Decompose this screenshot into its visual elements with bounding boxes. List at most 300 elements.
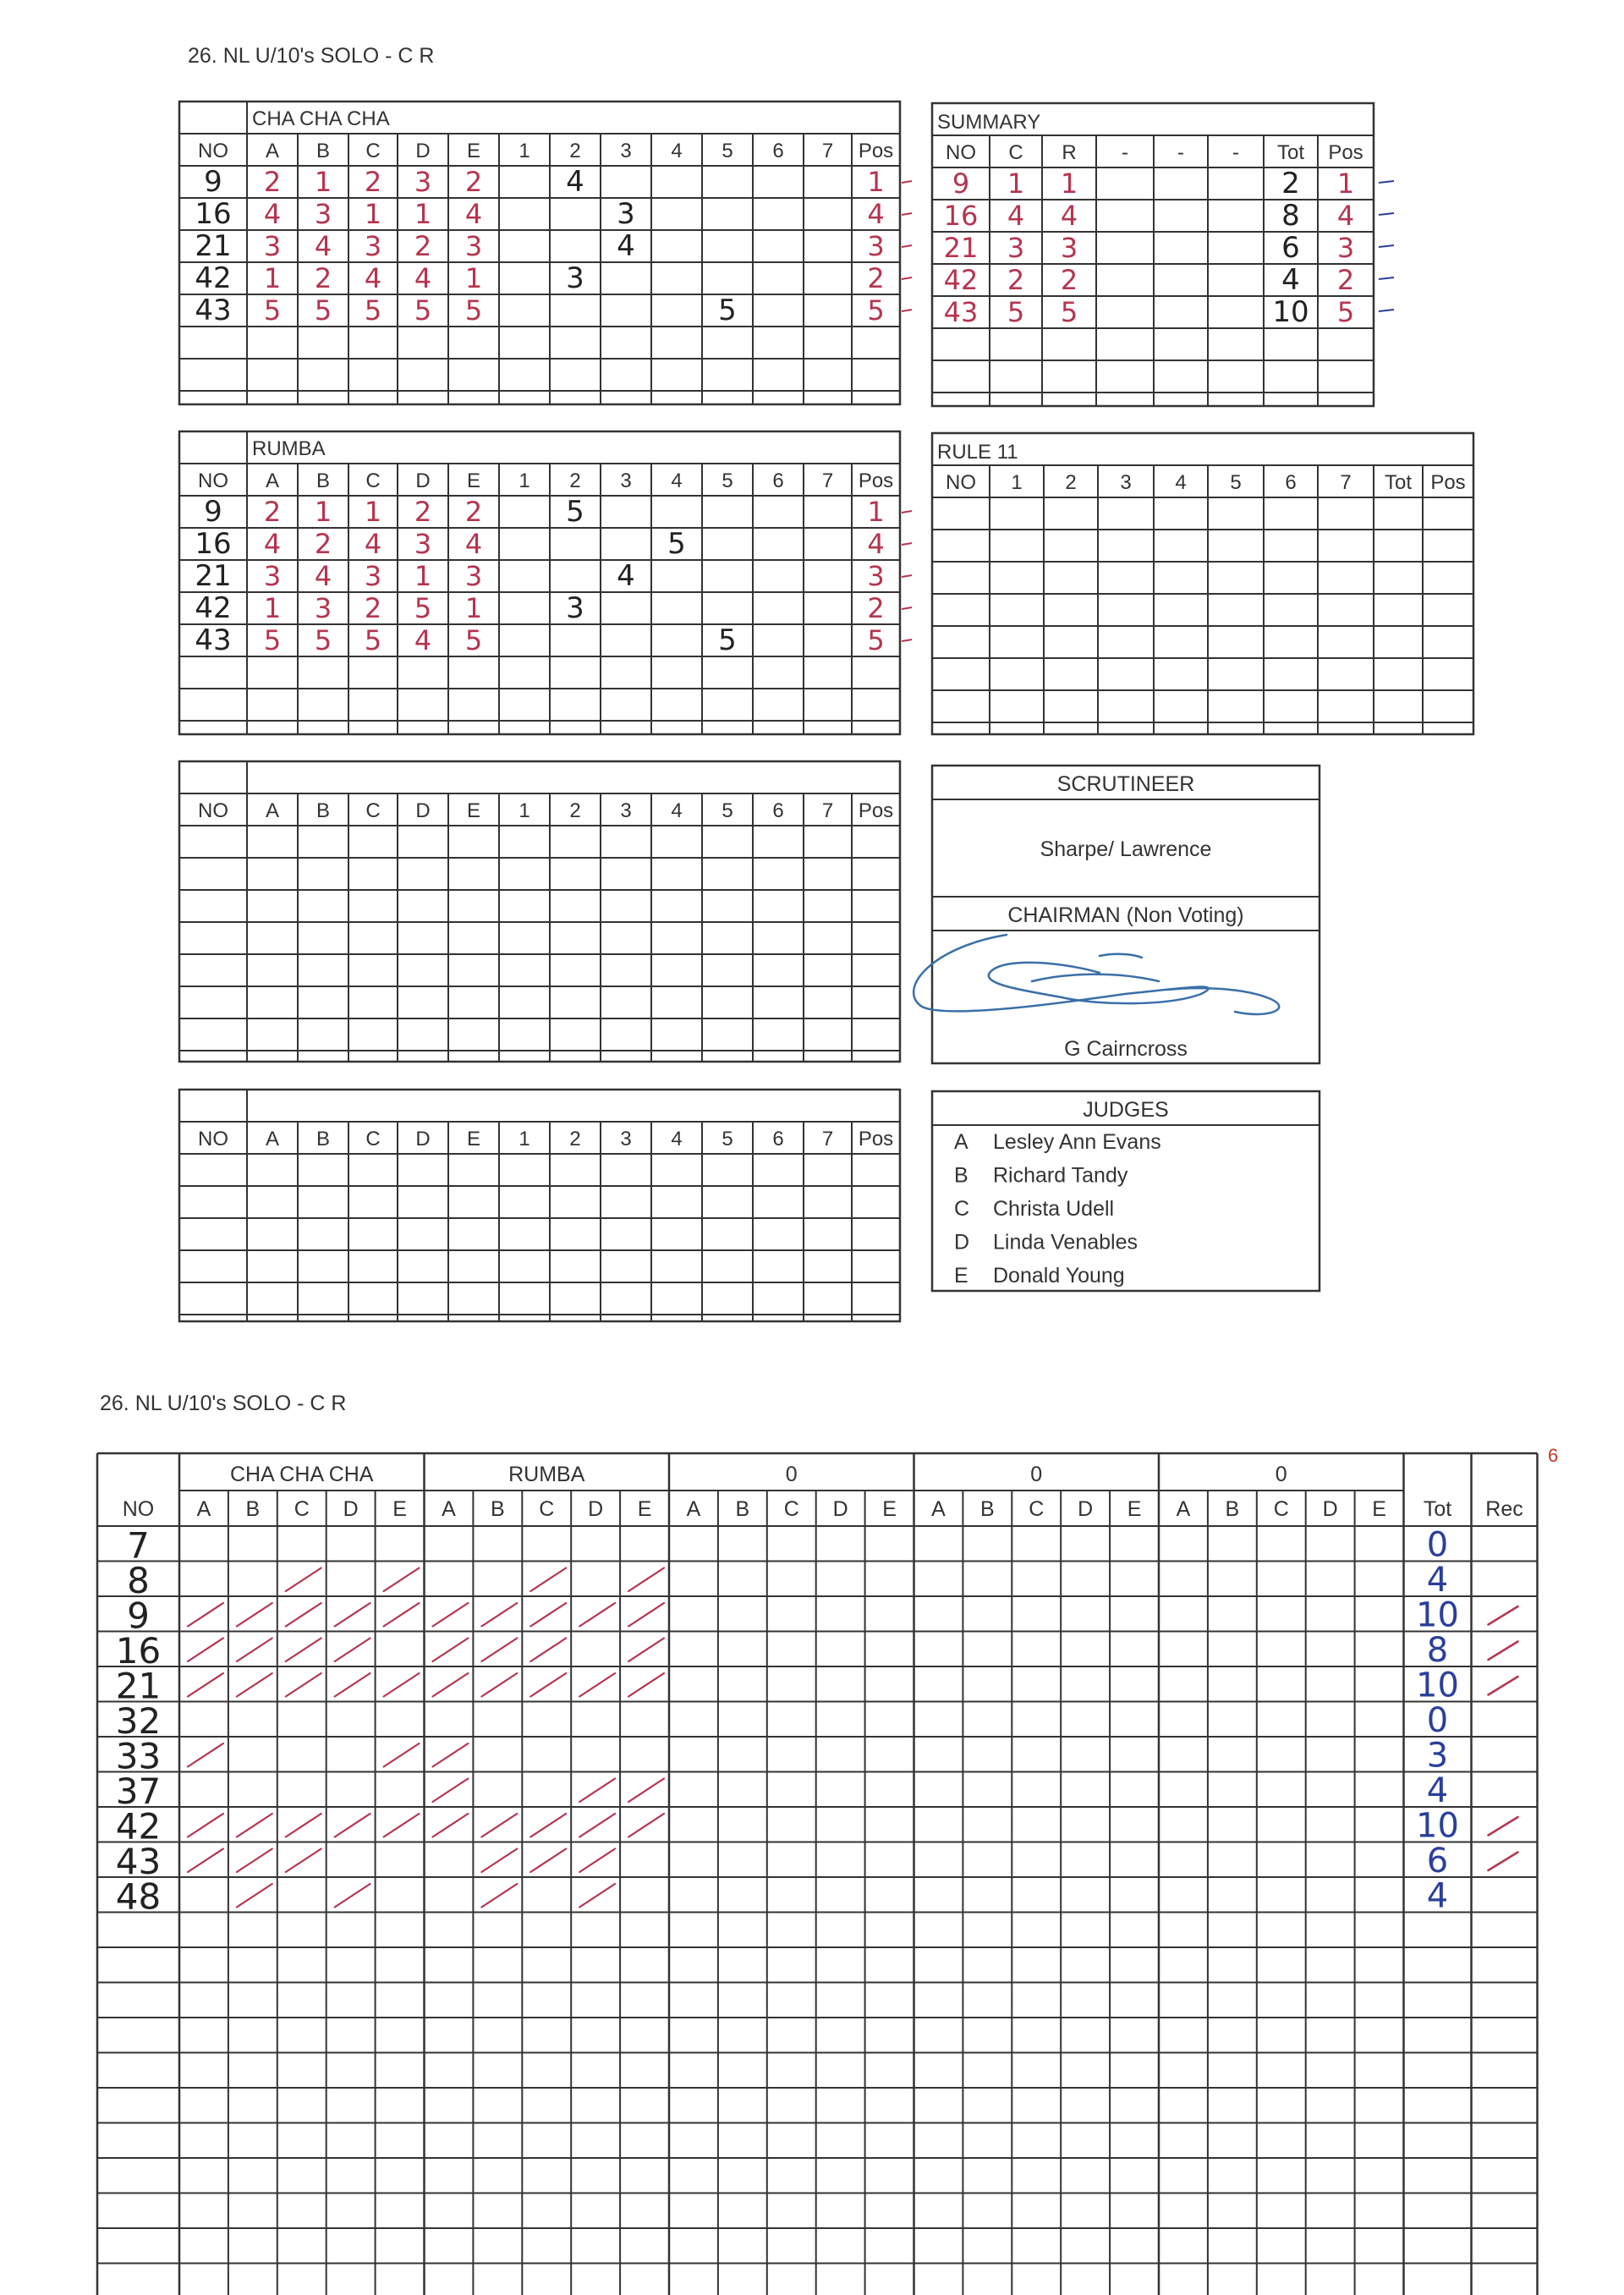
recall-judge-header: E (1127, 1497, 1142, 1521)
recall-mark (286, 1639, 321, 1662)
judge-mark: 2 (364, 166, 382, 198)
column-header-e: E (466, 1128, 481, 1150)
recall-mark (188, 1603, 223, 1627)
summary-position: 1 (1336, 167, 1355, 200)
placing-count: 3 (566, 261, 584, 295)
summary-col-header: Tot (1276, 141, 1305, 164)
recall-judge-header: B (980, 1497, 995, 1521)
recall-judge-header: D (588, 1497, 604, 1521)
recall-mark (384, 1743, 420, 1767)
recall-judge-header: C (1273, 1497, 1289, 1521)
recall-mark (384, 1568, 420, 1592)
recall-competitor-number: 16 (115, 1630, 162, 1672)
recall-mark (433, 1743, 469, 1767)
judge-mark: 5 (263, 624, 282, 656)
recall-mark (384, 1603, 420, 1627)
pos-tick (902, 607, 912, 609)
judge-letter: D (954, 1230, 970, 1255)
summary-number: 42 (943, 264, 979, 296)
recall-mark (579, 1884, 615, 1908)
judge-mark: 4 (314, 560, 332, 592)
column-header-1: 1 (518, 140, 530, 162)
judge-mark: 3 (464, 230, 483, 262)
recall-mark (188, 1814, 223, 1837)
column-header-c: C (365, 1128, 381, 1150)
recall-judge-header: D (832, 1497, 848, 1521)
column-header-b: B (315, 1128, 331, 1150)
judge-mark: 3 (263, 560, 282, 592)
column-header-d: D (415, 140, 431, 162)
recall-total: 4 (1426, 1876, 1449, 1916)
column-header-5: 5 (721, 140, 733, 162)
margin-note: 6 (1548, 1445, 1559, 1466)
recall-mark (481, 1849, 517, 1873)
summary-number: 21 (943, 232, 979, 264)
position-value: 2 (867, 262, 885, 294)
recall-competitor-number: 8 (127, 1560, 150, 1601)
judge-letter: E (954, 1264, 968, 1288)
placing-count: 5 (718, 623, 737, 657)
recall-competitor-number: 32 (115, 1700, 162, 1742)
competitor-number: 9 (204, 495, 222, 529)
judge-mark: 3 (464, 560, 483, 592)
competitor-number: 21 (195, 229, 232, 263)
recall-tick (1489, 1817, 1518, 1836)
pos-tick (902, 640, 912, 641)
recall-tick (1489, 1853, 1518, 1871)
judge-mark: 3 (314, 592, 332, 624)
recall-mark (335, 1884, 370, 1908)
position-value: 1 (867, 496, 885, 528)
judge-letter: A (954, 1130, 968, 1154)
recall-judge-header: A (1176, 1497, 1191, 1521)
recall-judge-header: C (1029, 1497, 1045, 1521)
recall-mark (481, 1639, 517, 1662)
column-header-d: D (415, 799, 431, 822)
placing-count: 5 (667, 527, 686, 561)
recall-mark (286, 1814, 321, 1837)
summary-tick (1379, 213, 1394, 215)
judge-name: Lesley Ann Evans (993, 1130, 1161, 1154)
judge-mark: 2 (314, 528, 332, 560)
recall-mark (530, 1603, 566, 1627)
competitor-number: 16 (195, 197, 232, 231)
column-header-7: 7 (821, 469, 834, 492)
recall-competitor-number: 42 (115, 1805, 162, 1848)
recall-total: 3 (1426, 1736, 1449, 1776)
column-header-pos: Pos (858, 1128, 894, 1150)
column-header-c: C (365, 799, 381, 822)
recall-group-label: CHA CHA CHA (230, 1463, 374, 1486)
summary-chacha: 5 (1007, 296, 1025, 328)
column-header-no: NO (198, 799, 228, 822)
recall-mark (433, 1814, 469, 1837)
judge-mark: 1 (364, 198, 382, 230)
recall-mark (237, 1603, 272, 1627)
judge-mark: 5 (364, 294, 382, 327)
recall-judge-header: A (931, 1497, 946, 1521)
judge-mark: 5 (314, 294, 332, 327)
recall-mark (237, 1673, 272, 1697)
placing-count: 4 (617, 229, 635, 263)
recall-competitor-number: 43 (115, 1841, 162, 1882)
column-header-b: B (315, 799, 331, 822)
rule11-col-header: 7 (1340, 471, 1352, 494)
pos-tick (902, 277, 912, 279)
column-header-1: 1 (518, 1128, 530, 1150)
judge-mark: 1 (464, 592, 483, 624)
chairman-name: G Cairncross (1064, 1037, 1188, 1061)
judge-mark: 2 (414, 230, 432, 262)
recall-mark (530, 1814, 566, 1837)
summary-position: 4 (1336, 200, 1355, 232)
judge-mark: 1 (263, 262, 282, 294)
judge-mark: 2 (464, 166, 483, 198)
top-sheet-title: 26. NL U/10's SOLO - C R (188, 44, 435, 68)
summary-rumba: 4 (1060, 200, 1078, 232)
recall-total: 10 (1416, 1806, 1459, 1846)
rule11-col-header: Pos (1430, 471, 1466, 494)
column-header-e: E (466, 140, 481, 162)
column-header-no: NO (198, 140, 228, 162)
recall-judge-header: C (539, 1497, 555, 1521)
recall-mark (579, 1603, 615, 1627)
judge-letter: C (954, 1197, 970, 1221)
recall-judge-header: A (442, 1497, 456, 1521)
judges-heading: JUDGES (1083, 1098, 1169, 1122)
summary-tick (1379, 277, 1394, 279)
summary-chacha: 2 (1007, 264, 1025, 296)
recall-mark (481, 1884, 517, 1908)
column-header-3: 3 (620, 1128, 632, 1150)
column-header-b: B (315, 469, 331, 492)
column-header-pos: Pos (858, 140, 894, 162)
summary-tick (1379, 181, 1394, 183)
recall-group-label: 0 (785, 1463, 798, 1486)
summary-rumba: 2 (1060, 264, 1078, 296)
competitor-number: 21 (195, 559, 232, 593)
column-header-6: 6 (772, 469, 784, 492)
recall-total: 10 (1416, 1666, 1459, 1705)
rule11-col-header: 1 (1011, 471, 1023, 494)
recall-mark (335, 1673, 370, 1697)
recall-mark (628, 1639, 664, 1662)
position-value: 3 (867, 560, 885, 592)
recall-group-label: RUMBA (508, 1463, 585, 1486)
placing-count: 4 (566, 165, 584, 199)
column-header-4: 4 (671, 799, 683, 822)
recall-competitor-number: 21 (115, 1665, 162, 1707)
judge-mark: 4 (263, 198, 282, 230)
competitor-number: 43 (195, 623, 232, 657)
recall-mark (481, 1603, 517, 1627)
recall-mark (530, 1568, 566, 1592)
summary-rumba: 3 (1060, 232, 1078, 264)
summary-position: 3 (1336, 232, 1355, 264)
judge-letter: B (954, 1163, 968, 1188)
recall-competitor-number: 48 (115, 1875, 162, 1918)
judge-mark: 4 (263, 528, 282, 560)
column-header-1: 1 (518, 799, 530, 822)
column-header-e: E (466, 799, 481, 822)
recall-judge-header: B (245, 1497, 261, 1521)
scrutineer-name: Sharpe/ Lawrence (1040, 837, 1212, 861)
recall-mark (286, 1603, 321, 1627)
recall-mark (188, 1849, 223, 1873)
summary-col-header: - (1177, 141, 1184, 164)
judge-mark: 5 (263, 294, 282, 327)
recall-competitor-number: 9 (127, 1595, 150, 1637)
judge-mark: 2 (314, 262, 332, 294)
chacha-title: CHA CHA CHA (252, 107, 390, 130)
column-header-5: 5 (721, 1128, 733, 1150)
judge-mark: 5 (414, 294, 432, 327)
pos-tick (902, 181, 912, 183)
judge-mark: 4 (414, 262, 432, 294)
rule11-col-header: 5 (1230, 471, 1242, 494)
recall-mark (530, 1639, 566, 1662)
recall-mark (286, 1849, 321, 1873)
pos-tick (902, 213, 912, 215)
recall-judge-header: B (491, 1497, 505, 1521)
recall-mark (384, 1673, 420, 1697)
position-value: 4 (867, 198, 885, 230)
competitor-number: 9 (204, 165, 222, 199)
summary-col-header: - (1232, 141, 1239, 164)
recall-judge-header: D (343, 1497, 359, 1521)
chairman-signature (914, 935, 1279, 1014)
summary-tick (1379, 310, 1394, 311)
column-header-3: 3 (620, 469, 632, 492)
column-header-7: 7 (821, 1128, 834, 1150)
judge-name: Richard Tandy (993, 1163, 1128, 1188)
placing-count: 3 (566, 591, 584, 625)
pos-tick (902, 575, 912, 577)
recall-judge-header: E (637, 1497, 652, 1521)
recall-mark (579, 1814, 615, 1837)
judge-name: Linda Venables (993, 1230, 1138, 1255)
position-value: 5 (867, 624, 885, 656)
column-header-c: C (365, 469, 381, 492)
recall-mark (384, 1814, 420, 1837)
recall-mark (579, 1849, 615, 1873)
recall-tot-header: Tot (1423, 1497, 1452, 1521)
recall-group-label: 0 (1030, 1463, 1043, 1486)
recall-total: 0 (1426, 1701, 1449, 1740)
summary-tick (1379, 245, 1394, 247)
position-value: 3 (867, 230, 885, 262)
summary-col-header: R (1062, 141, 1077, 164)
recall-rec-header: Rec (1485, 1497, 1523, 1521)
rule11-col-header: 4 (1175, 471, 1187, 494)
recall-mark (579, 1673, 615, 1697)
judge-mark: 3 (364, 560, 382, 592)
column-header-2: 2 (569, 140, 581, 162)
judge-name: Donald Young (993, 1264, 1125, 1288)
judge-mark: 1 (364, 496, 382, 528)
recall-total: 8 (1426, 1631, 1449, 1670)
recall-mark (433, 1779, 469, 1803)
recall-judge-header: D (1078, 1497, 1094, 1521)
competitor-number: 43 (195, 294, 232, 327)
recall-mark (237, 1814, 272, 1837)
column-header-6: 6 (772, 1128, 784, 1150)
recall-total: 10 (1416, 1595, 1459, 1635)
summary-total: 10 (1272, 295, 1309, 329)
position-value: 4 (867, 528, 885, 560)
summary-chacha: 3 (1007, 232, 1025, 264)
judge-mark: 4 (464, 198, 483, 230)
judge-name: Christa Udell (993, 1197, 1115, 1221)
recall-mark (628, 1603, 664, 1627)
column-header-5: 5 (721, 799, 733, 822)
recall-competitor-number: 33 (115, 1735, 162, 1777)
column-header-d: D (415, 1128, 431, 1150)
recall-mark (188, 1673, 223, 1697)
judge-mark: 5 (464, 624, 483, 656)
recall-mark (481, 1673, 517, 1697)
judge-mark: 4 (364, 262, 382, 294)
column-header-a: A (265, 140, 280, 162)
summary-total: 2 (1281, 167, 1300, 200)
blank-dance-2-frame (179, 1090, 900, 1321)
rule11-col-header: 6 (1285, 471, 1297, 494)
column-header-pos: Pos (858, 469, 894, 492)
position-value: 5 (867, 294, 885, 327)
judge-mark: 1 (414, 198, 432, 230)
summary-title: SUMMARY (937, 111, 1041, 134)
column-header-3: 3 (620, 799, 632, 822)
column-header-e: E (466, 469, 481, 492)
column-header-a: A (265, 469, 280, 492)
summary-chacha: 1 (1007, 167, 1025, 200)
column-header-4: 4 (671, 469, 683, 492)
summary-number: 16 (943, 200, 979, 232)
recall-mark (628, 1814, 664, 1837)
judge-mark: 3 (414, 166, 432, 198)
recall-judge-header: E (1372, 1497, 1386, 1521)
judge-mark: 3 (364, 230, 382, 262)
column-header-c: C (365, 140, 381, 162)
judge-mark: 1 (314, 166, 332, 198)
summary-total: 6 (1281, 231, 1300, 265)
judge-mark: 1 (263, 592, 282, 624)
position-value: 1 (867, 166, 885, 198)
rule11-col-header: Tot (1384, 471, 1413, 494)
recall-total: 4 (1426, 1561, 1449, 1600)
judge-mark: 2 (364, 592, 382, 624)
recall-judge-header: C (294, 1497, 310, 1521)
recall-judge-header: A (196, 1497, 211, 1521)
judge-mark: 3 (314, 198, 332, 230)
recall-judge-header: C (783, 1497, 799, 1521)
recall-judge-header: E (392, 1497, 407, 1521)
column-header-7: 7 (821, 140, 834, 162)
column-header-no: NO (198, 1128, 228, 1150)
summary-total: 8 (1281, 199, 1300, 233)
column-header-b: B (315, 140, 331, 162)
rule11-col-header: 3 (1120, 471, 1132, 494)
pos-tick (902, 310, 912, 311)
column-header-6: 6 (772, 799, 784, 822)
column-header-5: 5 (721, 469, 733, 492)
chairman-heading: CHAIRMAN (Non Voting) (1007, 903, 1244, 927)
judge-mark: 2 (263, 166, 282, 198)
placing-count: 5 (718, 294, 737, 327)
column-header-d: D (415, 469, 431, 492)
judge-mark: 2 (414, 496, 432, 528)
competitor-number: 42 (195, 261, 232, 295)
judge-mark: 2 (263, 496, 282, 528)
column-header-2: 2 (569, 799, 581, 822)
recall-judge-header: B (1225, 1497, 1240, 1521)
bottom-sheet-title: 26. NL U/10's SOLO - C R (100, 1392, 347, 1415)
competitor-number: 16 (195, 527, 232, 561)
column-header-6: 6 (772, 140, 784, 162)
summary-position: 5 (1336, 296, 1355, 328)
column-header-4: 4 (671, 1128, 683, 1150)
summary-rumba: 1 (1060, 167, 1078, 200)
judge-mark: 3 (263, 230, 282, 262)
recall-mark (433, 1673, 469, 1697)
rule11-title: RULE 11 (937, 441, 1018, 464)
judge-mark: 5 (414, 592, 432, 624)
recall-mark (286, 1673, 321, 1697)
summary-position: 2 (1336, 264, 1355, 296)
recall-judge-header: A (686, 1497, 701, 1521)
recall-mark (335, 1639, 370, 1662)
recall-competitor-number: 7 (127, 1524, 150, 1567)
recall-no-header: NO (122, 1497, 155, 1521)
recall-judge-header: E (882, 1497, 897, 1521)
rumba-title: RUMBA (252, 437, 326, 460)
column-header-3: 3 (620, 140, 632, 162)
column-header-a: A (265, 799, 280, 822)
recall-mark (237, 1849, 272, 1873)
recall-mark (628, 1779, 664, 1803)
column-header-2: 2 (569, 1128, 581, 1150)
column-header-pos: Pos (858, 799, 894, 822)
recall-tick (1489, 1642, 1518, 1661)
judge-mark: 1 (464, 262, 483, 294)
recall-tick (1489, 1677, 1518, 1695)
recall-competitor-number: 37 (115, 1771, 162, 1812)
summary-number: 43 (943, 296, 979, 328)
judge-mark: 5 (364, 624, 382, 656)
judge-mark: 4 (314, 230, 332, 262)
position-value: 2 (867, 592, 885, 624)
summary-number: 9 (952, 167, 970, 200)
summary-col-header: Pos (1328, 141, 1363, 164)
recall-mark (188, 1639, 223, 1662)
summary-col-header: NO (946, 141, 976, 164)
judge-mark: 5 (464, 294, 483, 327)
blank-dance-1-frame (179, 761, 900, 1062)
recall-mark (433, 1639, 469, 1662)
rule11-col-header: NO (946, 471, 976, 494)
placing-count: 5 (566, 495, 584, 529)
recall-total: 6 (1426, 1842, 1449, 1880)
scrutineer-heading: SCRUTINEER (1056, 772, 1195, 796)
judge-mark: 4 (364, 528, 382, 560)
recall-mark (335, 1814, 370, 1837)
pos-tick (902, 245, 912, 247)
recall-tick (1489, 1606, 1518, 1625)
recall-mark (433, 1603, 469, 1627)
judge-mark: 3 (414, 528, 432, 560)
recall-mark (237, 1639, 272, 1662)
column-header-2: 2 (569, 469, 581, 492)
